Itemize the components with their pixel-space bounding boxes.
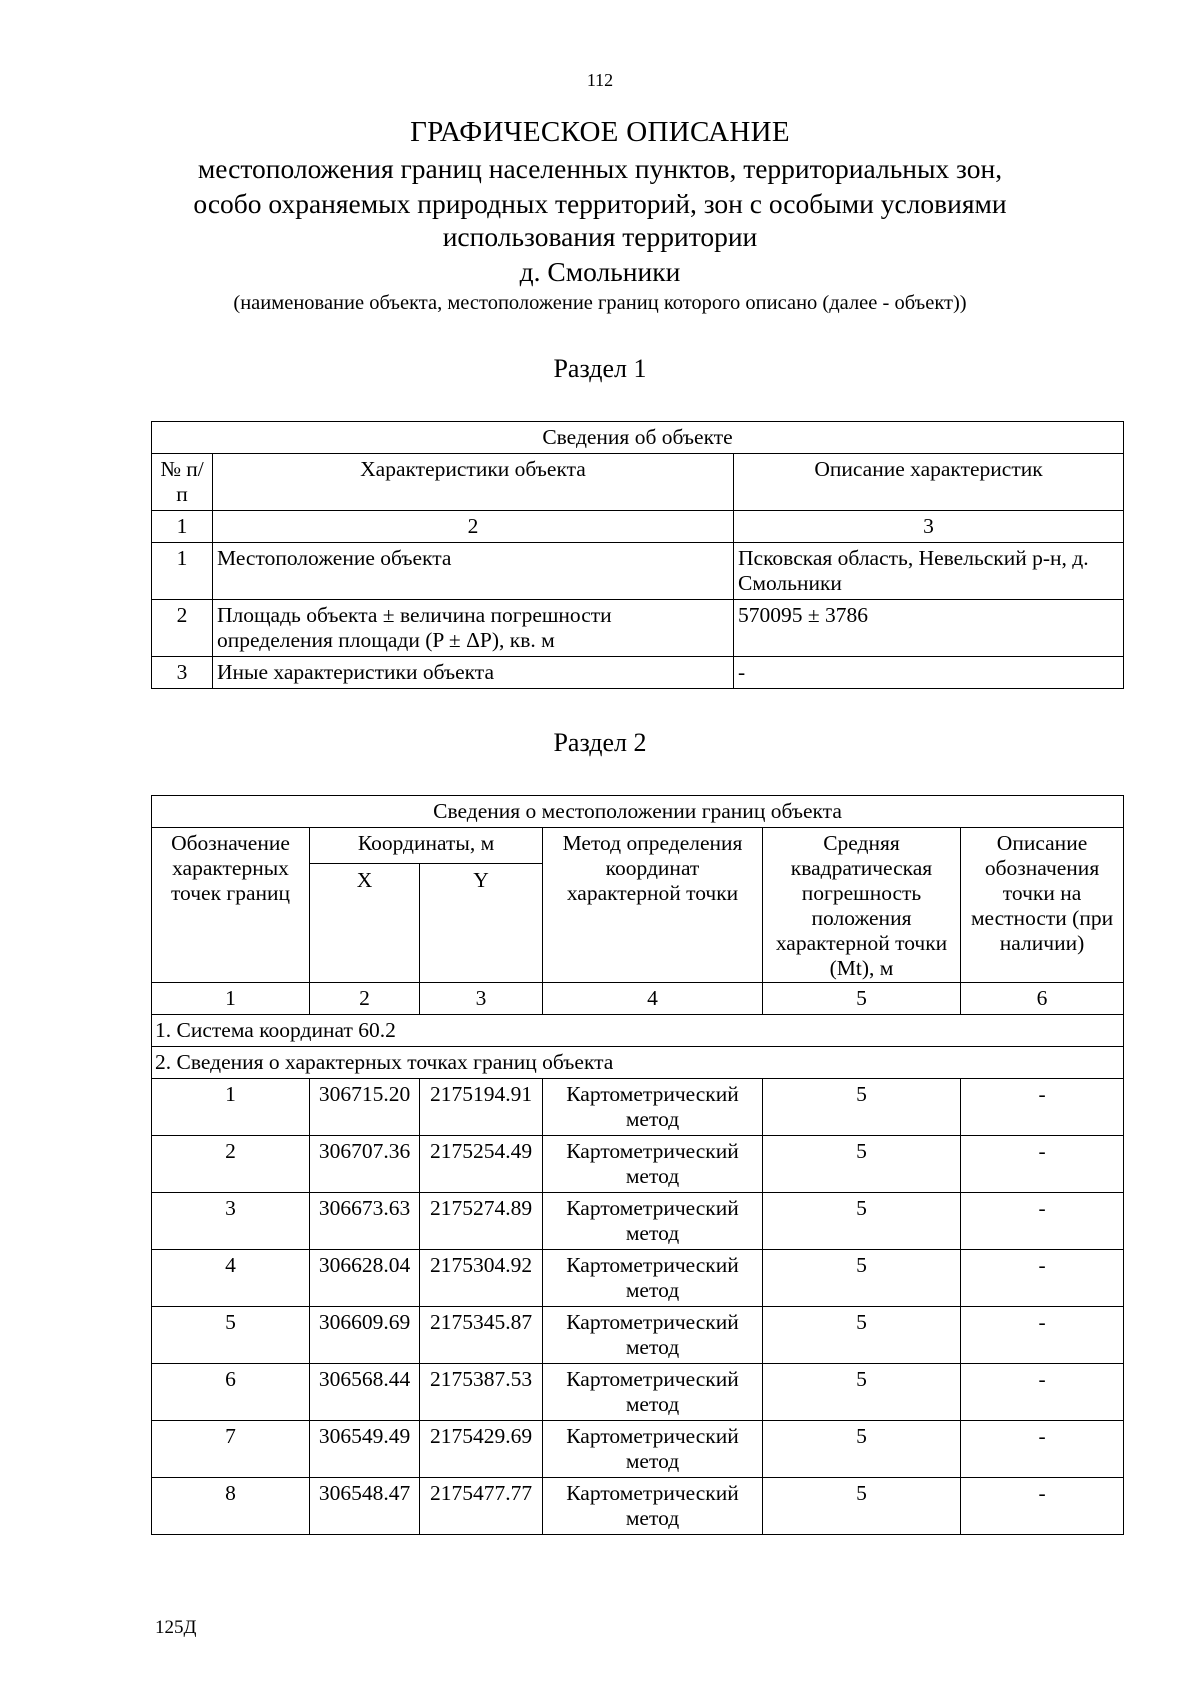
header-marking: Описание обозначения точки на местности (при наличии)	[961, 828, 1124, 983]
coord-y: 2175429.69	[420, 1421, 543, 1478]
col-number: 3	[734, 511, 1124, 543]
header-y: Y	[420, 864, 543, 983]
marking-description: -	[961, 1478, 1124, 1535]
col-number: 4	[543, 983, 763, 1015]
coord-x: 306568.44	[310, 1364, 420, 1421]
coord-x: 306715.20	[310, 1079, 420, 1136]
header-error: Средняя квадратическая погрешность положения характерной точки (Mt), м	[763, 828, 961, 983]
mean-error: 5	[763, 1478, 961, 1535]
coord-y: 2175304.92	[420, 1250, 543, 1307]
table-row	[152, 543, 1124, 600]
coord-y: 2175387.53	[420, 1364, 543, 1421]
row-characteristic: Местоположение объекта	[213, 543, 734, 600]
table-title: Сведения об объекте	[152, 422, 1124, 454]
coord-x: 306673.63	[310, 1193, 420, 1250]
method: Картометрический метод	[543, 1250, 763, 1307]
point-number: 3	[152, 1193, 310, 1250]
object-name: д. Смольники	[519, 256, 681, 287]
row-description: 570095 ± 3786	[734, 600, 1124, 657]
header-num: № п/п	[152, 454, 213, 511]
row-characteristic: Площадь объекта ± величина погрешности определения площади (P ± ΔP), кв. м	[213, 600, 734, 657]
point-number: 7	[152, 1421, 310, 1478]
table-row	[152, 1250, 1124, 1307]
title-line-2: особо охраняемых природных территорий, зон с особыми условиями	[193, 188, 1007, 219]
table-row	[152, 1307, 1124, 1364]
table-row	[152, 1421, 1124, 1478]
table-row	[152, 600, 1124, 657]
mean-error: 5	[763, 1136, 961, 1193]
marking-description: -	[961, 1193, 1124, 1250]
row-num: 3	[152, 657, 213, 689]
object-caption: (наименование объекта, местоположение границ которого описано (далее - объект))	[233, 292, 967, 314]
method: Картометрический метод	[543, 1079, 763, 1136]
point-number: 2	[152, 1136, 310, 1193]
row-description: Псковская область, Невельский р-н, д. Смольники	[734, 543, 1124, 600]
mean-error: 5	[763, 1079, 961, 1136]
points-caption: 2. Сведения о характерных точках границ объекта	[152, 1047, 1124, 1079]
header-characteristic: Характеристики объекта	[213, 454, 734, 511]
point-number: 8	[152, 1478, 310, 1535]
method: Картометрический метод	[543, 1478, 763, 1535]
col-number: 1	[152, 983, 310, 1015]
table-row	[152, 1478, 1124, 1535]
header-description: Описание характеристик	[734, 454, 1124, 511]
point-number: 6	[152, 1364, 310, 1421]
header-method: Метод определения координат характерной точки	[543, 828, 763, 983]
table-row	[152, 1079, 1124, 1136]
point-number: 1	[152, 1079, 310, 1136]
method: Картометрический метод	[543, 1193, 763, 1250]
point-number: 4	[152, 1250, 310, 1307]
table-title: Сведения о местоположении границ объекта	[152, 796, 1124, 828]
coord-x: 306609.69	[310, 1307, 420, 1364]
method: Картометрический метод	[543, 1307, 763, 1364]
col-number: 2	[310, 983, 420, 1015]
mean-error: 5	[763, 1193, 961, 1250]
header-x: X	[310, 864, 420, 983]
mean-error: 5	[763, 1364, 961, 1421]
section-2-heading: Раздел 2	[553, 728, 647, 757]
point-number: 5	[152, 1307, 310, 1364]
marking-description: -	[961, 1250, 1124, 1307]
coord-y: 2175254.49	[420, 1136, 543, 1193]
col-number: 1	[152, 511, 213, 543]
header-coords: Координаты, м	[310, 828, 543, 864]
marking-description: -	[961, 1136, 1124, 1193]
table-row	[152, 1364, 1124, 1421]
method: Картометрический метод	[543, 1364, 763, 1421]
marking-description: -	[961, 1364, 1124, 1421]
col-number: 5	[763, 983, 961, 1015]
col-number: 6	[961, 983, 1124, 1015]
coord-y: 2175194.91	[420, 1079, 543, 1136]
table-row	[152, 1193, 1124, 1250]
coord-x: 306548.47	[310, 1478, 420, 1535]
row-num: 2	[152, 600, 213, 657]
coord-x: 306628.04	[310, 1250, 420, 1307]
coord-system: 1. Система координат 60.2	[152, 1015, 1124, 1047]
coord-y: 2175274.89	[420, 1193, 543, 1250]
coord-x: 306549.49	[310, 1421, 420, 1478]
table-row	[152, 1136, 1124, 1193]
row-characteristic: Иные характеристики объекта	[213, 657, 734, 689]
marking-description: -	[961, 1079, 1124, 1136]
marking-description: -	[961, 1307, 1124, 1364]
table-row	[152, 657, 1124, 689]
coord-y: 2175345.87	[420, 1307, 543, 1364]
title-line-1: местоположения границ населенных пунктов, территориальных зон,	[197, 153, 1003, 184]
mean-error: 5	[763, 1421, 961, 1478]
header-point: Обозначение характерных точек границ	[152, 828, 310, 983]
document-title: ГРАФИЧЕСКОЕ ОПИСАНИЕ	[410, 116, 790, 148]
col-number: 2	[213, 511, 734, 543]
page-number: 112	[586, 70, 614, 90]
method: Картометрический метод	[543, 1136, 763, 1193]
method: Картометрический метод	[543, 1421, 763, 1478]
section-1-heading: Раздел 1	[553, 354, 647, 383]
boundary-points-table	[151, 795, 1124, 1535]
col-number: 3	[420, 983, 543, 1015]
marking-description: -	[961, 1421, 1124, 1478]
object-info-table	[151, 421, 1124, 689]
mean-error: 5	[763, 1307, 961, 1364]
title-line-3: использования территории	[442, 221, 758, 252]
coord-x: 306707.36	[310, 1136, 420, 1193]
coord-y: 2175477.77	[420, 1478, 543, 1535]
row-num: 1	[152, 543, 213, 600]
mean-error: 5	[763, 1250, 961, 1307]
row-description: -	[734, 657, 1124, 689]
document-code: 125Д	[155, 1617, 197, 1638]
